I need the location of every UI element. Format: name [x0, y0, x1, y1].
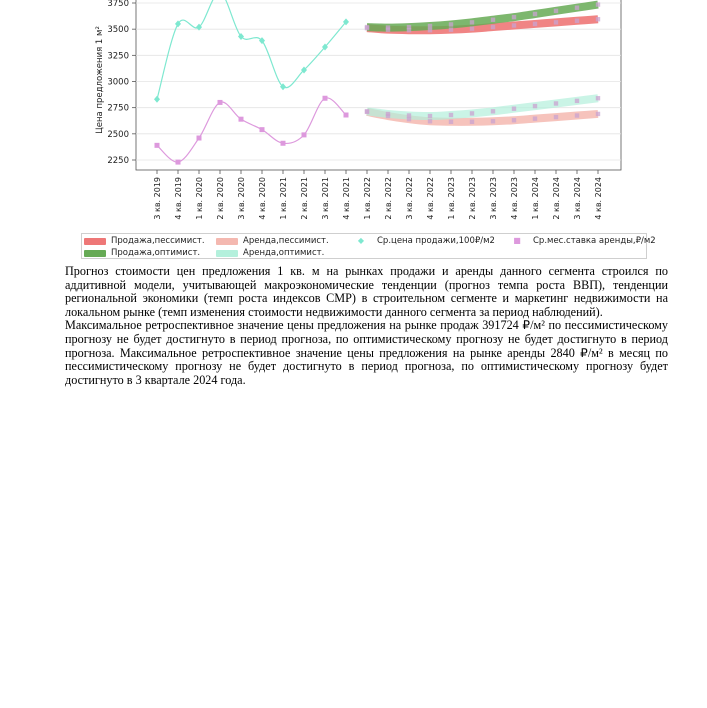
forecast-point-0-11	[596, 17, 600, 21]
y-tick-label-1: 2500	[107, 129, 129, 140]
legend-item-4	[84, 248, 200, 258]
x-tick-label-13: 4 кв. 2022	[426, 177, 435, 220]
x-tick-label-19: 2 кв. 2024	[552, 177, 561, 220]
forecast-point-1-10	[575, 6, 579, 10]
x-tick-label-6: 1 кв. 2021	[279, 177, 288, 220]
forecast-point-0-8	[533, 22, 537, 26]
forecast-point-2-3	[428, 119, 432, 123]
forecast-point-2-8	[533, 116, 537, 120]
x-tick-label-10: 1 кв. 2022	[363, 177, 372, 220]
y-tick-label-5: 3500	[107, 25, 129, 36]
x-tick-label-16: 3 кв. 2023	[489, 177, 498, 220]
x-tick-label-8: 3 кв. 2021	[321, 177, 330, 220]
x-tick-label-9: 4 кв. 2021	[342, 177, 351, 220]
legend-label-2: Ср.цена продажи,100₽/м2	[377, 236, 495, 246]
rent-rate-point-8	[323, 96, 328, 101]
legend-item-2	[350, 236, 495, 246]
forecast-point-0-6	[491, 25, 495, 29]
forecast-point-1-7	[512, 15, 516, 19]
forecast-point-3-7	[512, 107, 516, 111]
forecast-point-2-9	[554, 115, 558, 119]
chart-legend	[81, 233, 656, 259]
forecast-point-2-11	[596, 112, 600, 116]
price-forecast-chart	[0, 0, 707, 232]
x-tick-label-14: 1 кв. 2023	[447, 177, 456, 220]
x-tick-label-0: 3 кв. 2019	[153, 177, 162, 220]
x-tick-label-21: 4 кв. 2024	[594, 177, 603, 220]
forecast-point-1-9	[554, 9, 558, 13]
legend-item-1	[216, 236, 329, 246]
forecast-point-1-6	[491, 18, 495, 22]
forecast-point-2-4	[449, 120, 453, 124]
x-tick-label-12: 3 кв. 2022	[405, 177, 414, 220]
rent-rate-point-9	[344, 112, 349, 117]
x-tick-label-17: 4 кв. 2023	[510, 177, 519, 220]
y-tick-label-3: 3000	[107, 77, 129, 88]
rent-rate-point-6	[281, 141, 286, 146]
y-axis-ticks	[107, 0, 136, 166]
forecast-point-3-11	[596, 96, 600, 100]
forecast-point-0-10	[575, 19, 579, 23]
forecast-methodology-paragraph: Прогноз стоимости цен предложения 1 кв. м на рынках продажи и аренды данного сегмента строился по аддитивной модели, учитывающей макроэкономические тенденции (прогноз темпа роста ВВП), тенденции региональной экономики (темп роста индексов СМР) в строительном сегменте и маркетинг недвижимости на локальном рынке (темп изменения стоимости недвижимости данного сегмента за период наблюдений).	[65, 264, 668, 319]
forecast-point-3-8	[533, 104, 537, 108]
rent-rate-point-4	[239, 117, 244, 122]
forecast-point-3-6	[491, 109, 495, 113]
legend-label-5: Аренда,оптимист.	[243, 248, 325, 258]
forecast-point-0-9	[554, 20, 558, 24]
x-tick-label-18: 1 кв. 2024	[531, 177, 540, 220]
forecast-point-0-3	[428, 28, 432, 32]
forecast-point-3-5	[470, 111, 474, 115]
forecast-point-0-7	[512, 23, 516, 27]
forecast-point-1-3	[428, 24, 432, 28]
forecast-point-2-6	[491, 119, 495, 123]
legend-marker-2: ◆	[357, 236, 365, 245]
forecast-result-paragraph: Максимальное ретроспективное значение цены предложения на рынке продаж 391724 ₽/м² по пессимистическому прогнозу не будет достигнуто в период прогноза, по оптимистическому прогнозу не будет достигнуто в период прогноза. Максимальное ретроспективное значение цены предложения на рынке аренды 2840 ₽/м² в месяц по пессимистическому прогнозу не будет достигнуто в период прогноза, по оптимистическому прогнозу будет достигнуто в 3 квартале 2024 года.	[65, 318, 668, 387]
x-tick-label-11: 2 кв. 2022	[384, 177, 393, 220]
rent-rate-point-5	[260, 127, 265, 132]
forecast-point-2-5	[470, 120, 474, 124]
forecast-point-2-7	[512, 118, 516, 122]
legend-label-1: Аренда,пессимист.	[243, 236, 329, 246]
x-tick-label-2: 1 кв. 2020	[195, 177, 204, 220]
legend-marker-3: ■	[513, 236, 521, 245]
forecast-point-3-4	[449, 113, 453, 117]
legend-item-3	[506, 236, 656, 246]
x-tick-label-15: 2 кв. 2023	[468, 177, 477, 220]
x-tick-label-4: 3 кв. 2020	[237, 177, 246, 220]
legend-label-4: Продажа,оптимист.	[111, 248, 201, 258]
legend-swatch-0	[84, 238, 106, 245]
forecast-point-3-3	[428, 114, 432, 118]
forecast-description	[65, 265, 668, 387]
y-tick-label-4: 3250	[107, 51, 129, 62]
forecast-point-2-10	[575, 113, 579, 117]
y-axis-label: Цена предложения 1 м²	[95, 26, 105, 134]
x-tick-label-20: 3 кв. 2024	[573, 177, 582, 220]
y-tick-label-2: 2750	[107, 103, 129, 114]
forecast-point-1-8	[533, 12, 537, 16]
legend-swatch-4	[84, 250, 106, 257]
forecast-point-1-1	[386, 25, 390, 29]
forecast-point-1-2	[407, 25, 411, 29]
x-tick-label-1: 4 кв. 2019	[174, 177, 183, 220]
forecast-point-3-1	[386, 112, 390, 116]
legend-swatch-1	[216, 238, 238, 245]
x-tick-label-7: 2 кв. 2021	[300, 177, 309, 220]
forecast-point-1-4	[449, 22, 453, 26]
x-axis-ticks	[153, 170, 603, 220]
forecast-point-3-0	[365, 109, 369, 113]
forecast-point-3-2	[407, 113, 411, 117]
rent-rate-point-3	[218, 100, 223, 105]
legend-item-5	[216, 248, 324, 258]
forecast-point-1-0	[365, 25, 369, 29]
legend-item-0	[84, 236, 205, 246]
rent-rate-point-2	[197, 136, 202, 141]
legend-swatch-5	[216, 250, 238, 257]
forecast-point-1-5	[470, 20, 474, 24]
legend-label-0: Продажа,пессимист.	[111, 236, 205, 246]
rent-rate-point-7	[302, 132, 307, 137]
forecast-point-0-5	[470, 26, 474, 30]
x-tick-label-5: 4 кв. 2020	[258, 177, 267, 220]
forecast-point-0-4	[449, 27, 453, 31]
rent-rate-point-1	[176, 160, 181, 165]
y-tick-label-6: 3750	[107, 0, 129, 9]
rent-rate-point-0	[155, 143, 160, 148]
legend-label-3: Ср.мес.ставка аренды,₽/м2	[533, 236, 656, 246]
forecast-point-1-11	[596, 2, 600, 6]
forecast-point-3-10	[575, 99, 579, 103]
forecast-point-3-9	[554, 101, 558, 105]
y-tick-label-0: 2250	[107, 156, 129, 166]
x-tick-label-3: 2 кв. 2020	[216, 177, 225, 220]
